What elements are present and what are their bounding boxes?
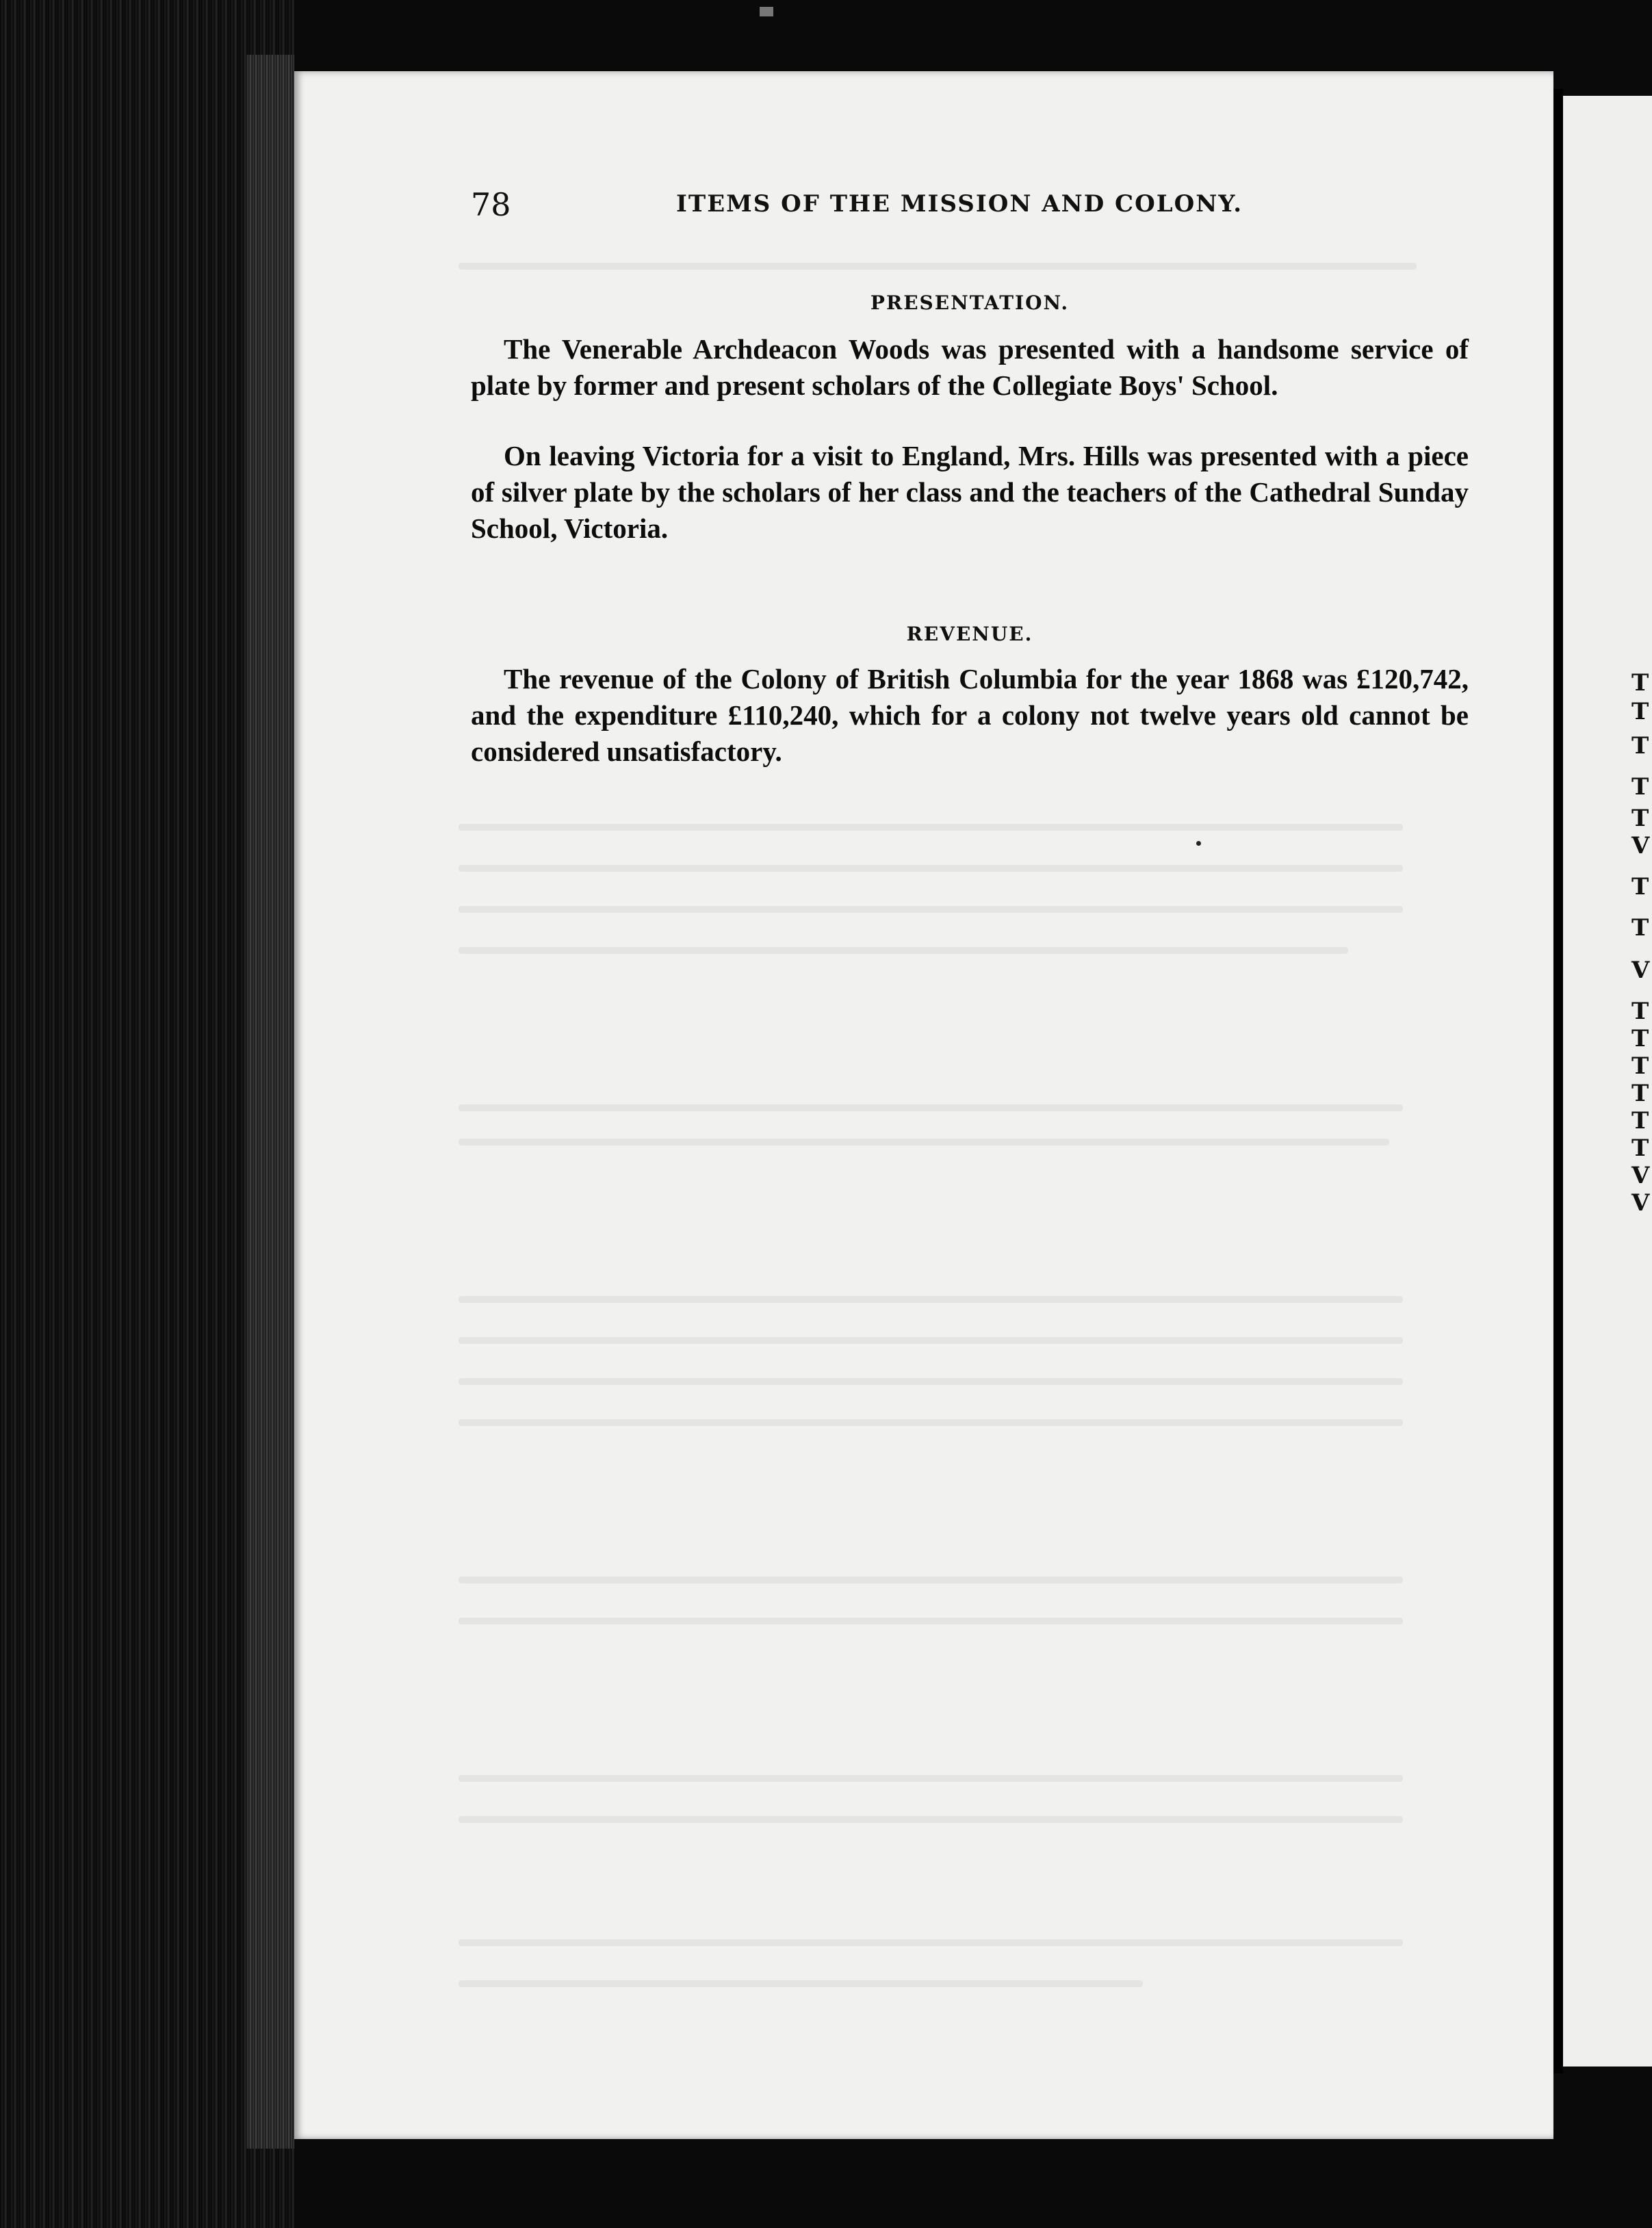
bleed-through [459,1775,1403,1782]
paragraph: The Venerable Archdeacon Woods was presented with a handsome service of plate by former and present scholars of the Collegiate Boys' School. [471,333,1469,401]
paragraph: The revenue of the Colony of British Columbia for the year 1868 was £120,742, and the expenditure £110,240, which for a colony not twelve years old cannot be considered unsatisfactory. [471,663,1469,767]
facing-page-fragment: T [1631,998,1649,1025]
bleed-through [459,1939,1403,1946]
page-number: 78 [471,186,511,223]
bleed-through [459,1816,1403,1823]
facing-page-fragment: T [1631,773,1649,801]
bleed-through [459,1618,1403,1624]
bleed-through [459,263,1417,270]
facing-page [1563,96,1652,2067]
paragraph: On leaving Victoria for a visit to England, Mrs. Hills was presented with a piece of silver plate by the scholars of her class and the teachers of the Cathedral Sunday School, Victoria. [471,440,1469,544]
facing-page-fragment: T [1631,1025,1649,1052]
bleed-through [459,1139,1389,1145]
facing-page-fragment: T [1631,669,1649,697]
facing-page-fragment: V [1631,832,1650,859]
bleed-through [459,947,1348,954]
facing-page-fragment: V [1631,1162,1650,1189]
book-page [294,71,1553,2139]
bleed-through [459,865,1403,872]
facing-page-fragment: T [1631,873,1649,901]
bleed-through [459,1980,1143,1987]
bleed-through [459,1378,1403,1385]
scan-artifact [760,7,773,16]
facing-page-fragment: T [1631,914,1649,942]
section-title-revenue: REVENUE. [906,623,1033,645]
bleed-through [459,1296,1403,1303]
facing-page-fragment: T [1631,1135,1649,1162]
bleed-through [459,1577,1403,1583]
bleed-through [459,906,1403,913]
facing-page-fragment: V [1631,957,1650,984]
facing-page-fragment: T [1631,1052,1649,1080]
facing-page-fragment: V [1631,1189,1650,1217]
facing-page-fragment: T [1631,698,1649,725]
running-head: ITEMS OF THE MISSION AND COLONY. [676,190,1243,218]
section-title-presentation: PRESENTATION. [870,292,1070,314]
ink-dot [1196,841,1201,846]
facing-page-fragment: T [1631,732,1649,760]
bleed-through [459,1337,1403,1344]
page-header [471,186,1552,227]
page-edge [246,55,294,2149]
facing-page-fragment: T [1631,1107,1649,1135]
facing-page-fragment: T [1631,1080,1649,1107]
facing-page-fragment: T [1631,805,1649,832]
bleed-through [459,1419,1403,1426]
bleed-through [459,824,1403,831]
bleed-through [459,1104,1403,1111]
gutter [1553,89,1563,2073]
